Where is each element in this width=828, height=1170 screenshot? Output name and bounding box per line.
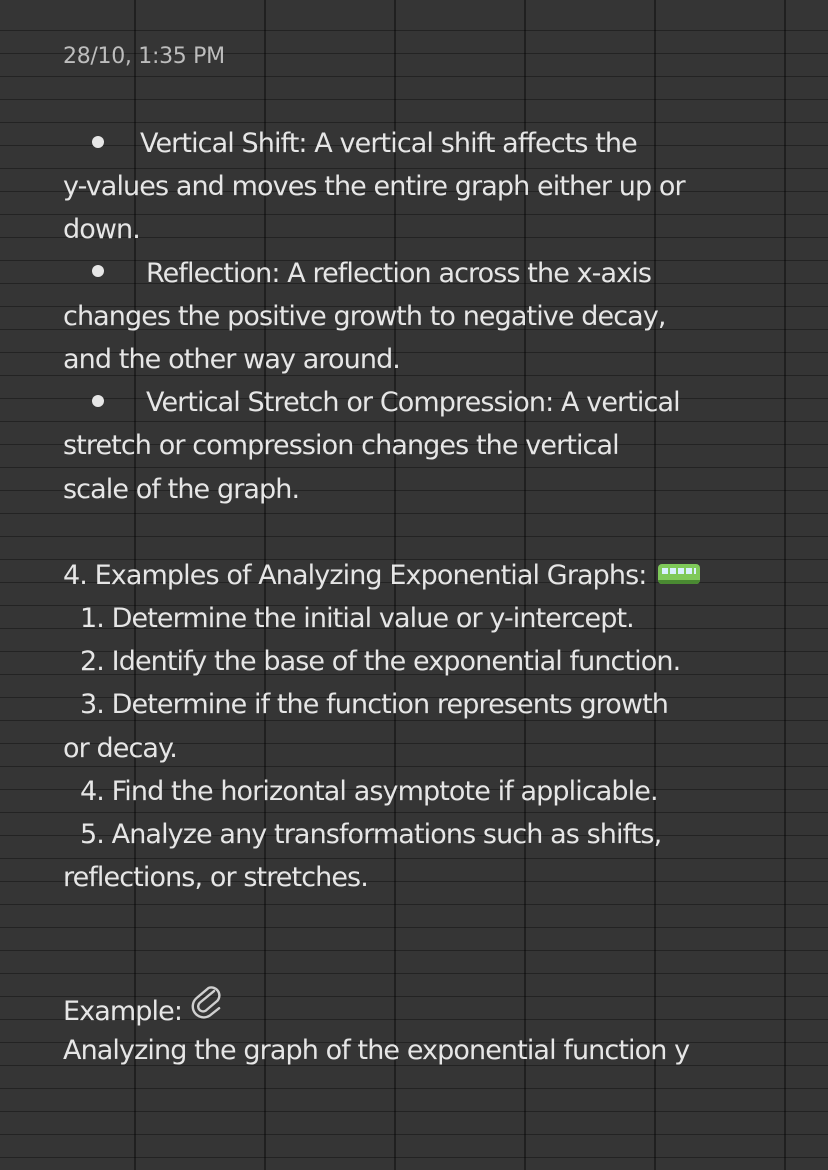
example-label: Example: bbox=[63, 986, 773, 1029]
step-item: 4. Find the horizontal asymptote if applicable. bbox=[80, 775, 658, 807]
spacer bbox=[63, 899, 773, 942]
bullet-dot bbox=[92, 136, 104, 148]
text-line: and the other way around. bbox=[63, 343, 400, 375]
bus-icon bbox=[658, 564, 700, 584]
section-heading: 4. Examples of Analyzing Exponential Graphs: bbox=[63, 554, 773, 597]
bullet-stretch: Vertical Stretch or Compression: A vertical bbox=[63, 381, 773, 424]
text-line: changes the positive growth to negative decay, bbox=[63, 300, 666, 332]
paperclip-icon bbox=[190, 982, 224, 1035]
bullet-dot bbox=[92, 265, 104, 277]
example-text: Analyzing the graph of the exponential function y bbox=[63, 1034, 690, 1066]
bullet-vertical-shift: Vertical Shift: A vertical shift affects the bbox=[63, 122, 773, 165]
text-line: y-values and moves the entire graph either up or bbox=[63, 171, 685, 203]
step-item: reflections, or stretches. bbox=[63, 862, 368, 894]
note-body bbox=[63, 122, 773, 1072]
step-item: 1. Determine the initial value or y-intercept. bbox=[80, 603, 634, 635]
text-line: scale of the graph. bbox=[63, 473, 300, 505]
spacer bbox=[63, 511, 773, 554]
text-line: down. bbox=[63, 214, 140, 246]
bullet-dot bbox=[92, 395, 104, 407]
message-timestamp: 28/10, 1:35 PM bbox=[63, 44, 225, 69]
step-item: 2. Identify the base of the exponential function. bbox=[80, 646, 681, 678]
step-item: 3. Determine if the function represents growth bbox=[80, 689, 668, 721]
bullet-reflection: Reflection: A reflection across the x-axis bbox=[63, 252, 773, 295]
spacer bbox=[63, 943, 773, 986]
text-line: stretch or compression changes the vertical bbox=[63, 430, 619, 462]
step-item: 5. Analyze any transformations such as shifts, bbox=[80, 819, 662, 850]
step-item: or decay. bbox=[63, 732, 177, 764]
